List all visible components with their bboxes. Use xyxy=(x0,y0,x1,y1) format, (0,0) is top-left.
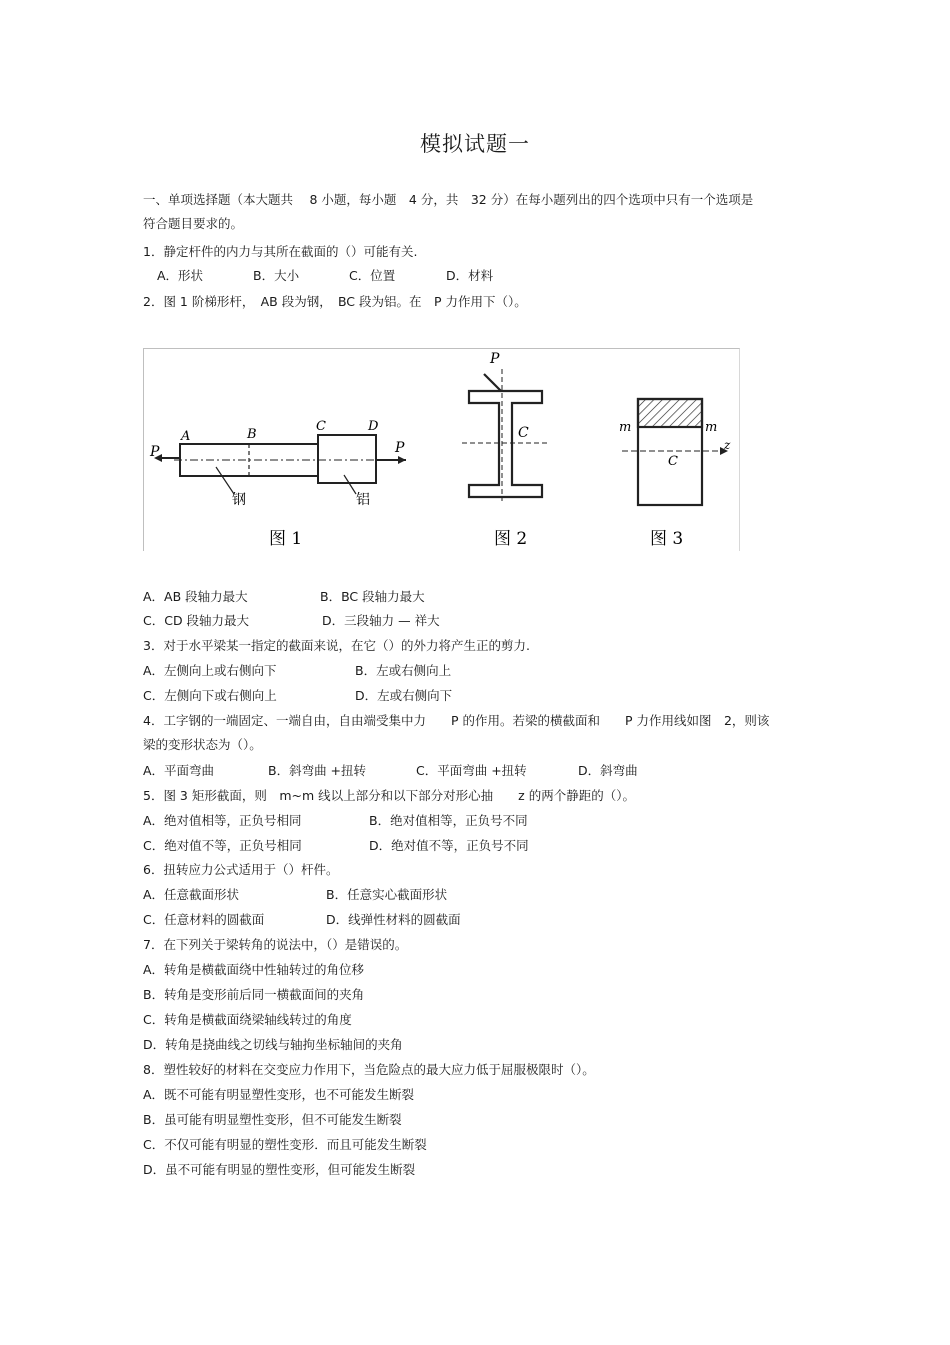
question-1-option-d: D．材料 xyxy=(446,268,494,283)
question-5-stem: 5．图 3 矩形截面，则 m~m 线以上部分和以下部分对形心抽 z 的两个静距的（）。 xyxy=(143,788,635,803)
question-2-option-b: B．BC 段轴力最大 xyxy=(320,589,425,604)
section-instructions-line2: 符合题目要求的。 xyxy=(143,216,244,231)
question-4-option-b: B．斜弯曲 +扭转 xyxy=(268,763,367,778)
question-5-option-d: D．绝对值不等，正负号不同 xyxy=(369,838,529,853)
question-2-option-a: A．AB 段轴力最大 xyxy=(143,589,248,604)
question-8-option-b: B．虽可能有明显塑性变形，但不可能发生断裂 xyxy=(143,1112,402,1127)
question-1-stem: 1．静定杆件的内力与其所在截面的（）可能有关. xyxy=(143,244,418,259)
figure-3-label-z: z xyxy=(724,438,731,452)
question-4-option-d: D．斜弯曲 xyxy=(578,763,638,778)
question-4-stem-line1: 4．工字钢的一端固定、一端自由，自由端受集中力 P 的作用。若梁的横截面和 P 力作用线如图 2，则该 xyxy=(143,713,770,728)
figure-2-label-c: C xyxy=(518,425,529,441)
question-2-stem: 2．图 1 阶梯形杆， AB 段为钢， BC 段为铝。在 P 力作用下（）。 xyxy=(143,294,527,309)
question-4-stem-line2: 梁的变形状态为（）。 xyxy=(143,737,262,752)
question-8-stem: 8．塑性较好的材料在交变应力作用下，当危险点的最大应力低于屈服极限时（）。 xyxy=(143,1062,595,1077)
question-6-option-b: B．任意实心截面形状 xyxy=(326,887,448,902)
question-8-option-a: A．既不可能有明显塑性变形，也不可能发生断裂 xyxy=(143,1087,415,1102)
question-3-stem: 3．对于水平梁某一指定的截面来说，在它（）的外力将产生正的剪力. xyxy=(143,638,530,653)
question-7-stem: 7．在下列关于梁转角的说法中，（）是错误的。 xyxy=(143,937,408,952)
figure-1-label-a: A xyxy=(181,429,191,444)
question-3-option-b: B．左或右侧向上 xyxy=(355,663,452,678)
question-6-option-d: D．线弹性材料的圆截面 xyxy=(326,912,461,927)
figure-1-caption: 图 1 xyxy=(269,529,303,549)
question-4-option-a: A．平面弯曲 xyxy=(143,763,215,778)
figure-1-stepped-bar xyxy=(154,435,406,494)
question-1-option-b: B．大小 xyxy=(253,268,300,283)
figure-1-label-d: D xyxy=(368,419,379,434)
figures-svg xyxy=(144,349,739,551)
figure-2-caption: 图 2 xyxy=(494,529,528,549)
section-instructions-line1: 一、单项选择题（本大题共 8 小题，每小题 4 分，共 32 分）在每小题列出的四个选项中只有一个选项是 xyxy=(143,192,754,207)
figure-2-i-beam xyxy=(462,369,549,501)
question-5-option-b: B．绝对值相等，正负号不同 xyxy=(369,813,528,828)
figure-2-label-p: P xyxy=(490,351,500,367)
question-3-option-c: C．左侧向下或右侧向上 xyxy=(143,688,277,703)
figure-1-label-p-left: P xyxy=(150,444,160,460)
figure-1-label-aluminum: 铝 xyxy=(356,492,370,508)
question-5-option-a: A．绝对值相等，正负号相同 xyxy=(143,813,302,828)
question-7-option-d: D．转角是挠曲线之切线与轴拘坐标轴间的夹角 xyxy=(143,1037,403,1052)
figure-1-label-p-right: P xyxy=(395,440,405,456)
figure-3-caption: 图 3 xyxy=(650,529,684,549)
figure-3-rectangle-section xyxy=(622,399,728,505)
question-8-option-c: C．不仅可能有明显的塑性变形．而且可能发生断裂 xyxy=(143,1137,427,1152)
figure-panel xyxy=(143,348,740,551)
figure-1-label-steel: 钢 xyxy=(232,492,246,508)
question-6-option-a: A．任意截面形状 xyxy=(143,887,240,902)
question-2-option-d: D．三段轴力 — 祥大 xyxy=(322,613,440,628)
question-6-stem: 6．扭转应力公式适用于（）杆件。 xyxy=(143,862,339,877)
question-7-option-b: B．转角是变形前后同一横截面间的夹角 xyxy=(143,987,365,1002)
figure-1-label-b: B xyxy=(247,427,257,442)
question-3-option-d: D．左或右侧向下 xyxy=(355,688,453,703)
question-5-option-c: C．绝对值不等，正负号相同 xyxy=(143,838,302,853)
question-7-option-a: A．转角是横截面绕中性轴转过的角位移 xyxy=(143,962,365,977)
figure-3-label-m-right: m xyxy=(705,420,718,435)
question-6-option-c: C．任意材料的圆截面 xyxy=(143,912,265,927)
question-8-option-d: D．虽不可能有明显的塑性变形，但可能发生断裂 xyxy=(143,1162,416,1177)
page-title: 模拟试题一 xyxy=(420,132,530,156)
figure-3-label-m-left: m xyxy=(619,420,632,435)
question-4-option-c: C．平面弯曲 +扭转 xyxy=(416,763,527,778)
figure-1-label-c: C xyxy=(316,419,326,434)
question-2-option-c: C．CD 段轴力最大 xyxy=(143,613,250,628)
question-3-option-a: A．左侧向上或右侧向下 xyxy=(143,663,277,678)
figure-3-label-c: C xyxy=(668,454,678,469)
question-1-option-a: A．形状 xyxy=(157,268,204,283)
question-1-option-c: C．位置 xyxy=(349,268,396,283)
question-7-option-c: C．转角是横截面绕梁轴线转过的角度 xyxy=(143,1012,352,1027)
